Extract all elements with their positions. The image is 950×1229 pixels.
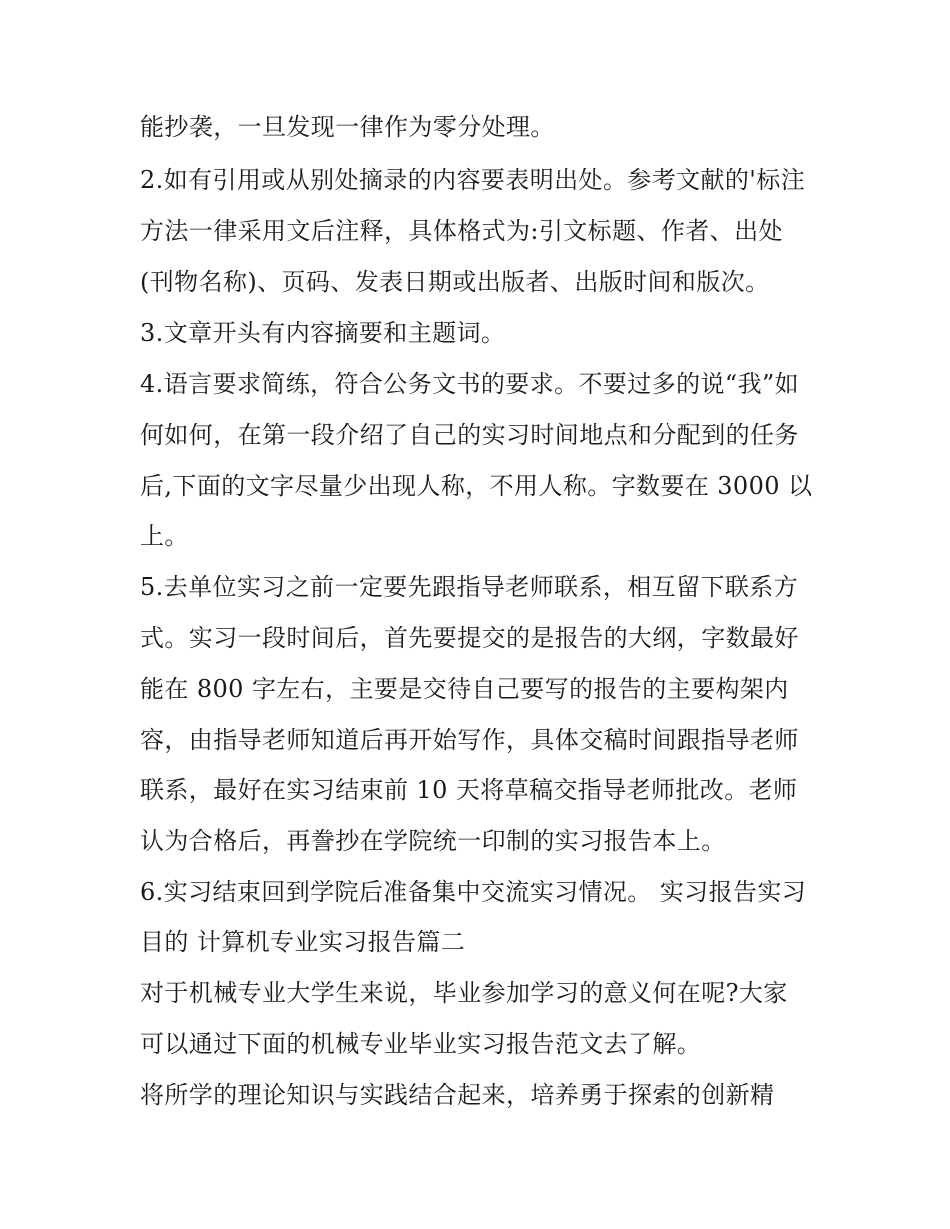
text-line: 将所学的理论知识与实践结合起来，培养勇于探索的创新精	[140, 1081, 775, 1109]
text-line: 能抄袭，一旦发现一律作为零分处理。	[140, 113, 555, 141]
text-line: 目的 计算机专业实习报告篇二	[140, 928, 466, 956]
text-line: 4.语言要求简练，符合公务文书的要求。不要过多的说“我”如	[140, 370, 800, 398]
text-line: 方法一律采用文后注释，具体格式为:引文标题、作者、出处	[140, 217, 783, 245]
text-line: 后,下面的文字尽量少出现人称，不用人称。字数要在 3000 以	[140, 472, 813, 500]
text-line: 上。	[140, 522, 189, 550]
text-line: 何如何，在第一段介绍了自己的实习时间地点和分配到的任务	[140, 421, 799, 449]
text-line: 式。实习一段时间后，首先要提交的是报告的大纲，字数最好	[140, 624, 799, 652]
text-line: 3.文章开头有内容摘要和主题词。	[140, 319, 506, 347]
text-line: 对于机械专业大学生来说，毕业参加学习的意义何在呢?大家	[140, 979, 788, 1007]
text-line: 可以通过下面的机械专业毕业实习报告范文去了解。	[140, 1030, 702, 1058]
text-line: 联系，最好在实习结束前 10 天将草稿交指导老师批改。老师	[140, 776, 798, 804]
text-line: 5.去单位实习之前一定要先跟指导老师联系，相互留下联系方	[140, 573, 799, 601]
text-line: 能在 800 字左右，主要是交待自己要写的报告的主要构架内	[140, 675, 789, 703]
text-line: (刊物名称)、页码、发表日期或出版者、出版时间和版次。	[140, 268, 770, 296]
text-line: 2.如有引用或从别处摘录的内容要表明出处。参考文献的'标注	[140, 166, 806, 194]
text-line: 容，由指导老师知道后再开始写作，具体交稿时间跟指导老师	[140, 726, 799, 754]
text-line: 认为合格后，再誊抄在学院统一印制的实习报告本上。	[140, 827, 726, 855]
text-line: 6.实习结束回到学院后准备集中交流实习情况。 实习报告实习	[140, 878, 807, 906]
